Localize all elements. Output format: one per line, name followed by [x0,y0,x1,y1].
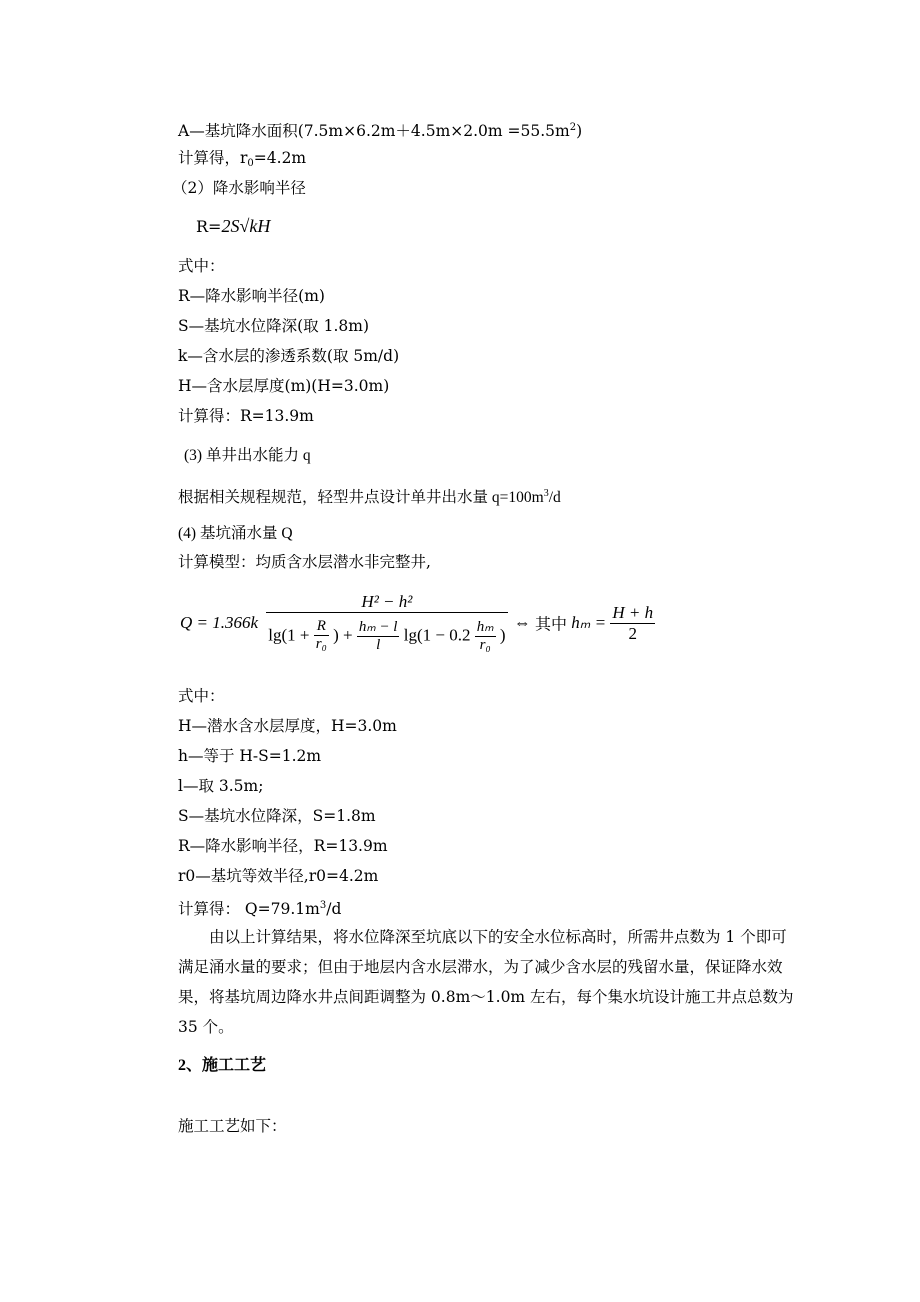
frac-hm-l [357,617,400,654]
formula-q-denominator [266,613,507,654]
frac-den: l [376,637,381,653]
frac-hm-r0 [475,617,496,654]
formula-prefix: R= [196,217,222,236]
formula-q-lhs: Q = 1.366k [180,613,259,632]
formula-where-text: 其中 [535,614,568,634]
line-section-2: （2）降水影响半径 [172,179,306,197]
formula-r [196,216,270,237]
formula-hm-lhs: hₘ = [571,613,607,632]
line-calc-model: 计算模型：均质含水层潜水非完整井, [178,553,431,571]
den-text: lg(1 + [268,625,310,645]
frac-num: H + h [612,602,654,622]
superscript: 3 [543,488,549,499]
section-heading-2: 2、施工工艺 [178,1057,267,1074]
formula-body: 2S√kH [221,216,271,236]
line-s-def: S—基坑水位降深(取 1.8m) [178,317,369,335]
text: A—基坑降水面积(7.5m×6.2m＋4.5m×2.0m =55.5m [178,122,570,140]
formula-q-fraction [266,592,507,654]
line-q-design [178,484,561,508]
line-l-def: l—取 3.5m; [178,777,264,795]
line-where-1: 式中： [178,257,225,275]
text: ) [576,122,583,140]
text: 计算得，r [178,149,248,167]
frac-num: hₘ [476,619,494,635]
superscript: 2 [569,122,577,133]
line-process-intro: 施工工艺如下： [178,1117,287,1135]
superscript: 3 [319,900,327,911]
line-section-4: (4) 基坑涌水量 Q [178,525,293,542]
line-r0-result [178,148,306,174]
equivalence-arrow: ⇔ [513,613,531,632]
line-s-drawdown: S—基坑水位降深，S=1.8m [178,807,376,825]
frac-den: 2 [628,623,637,643]
line-k-def: k—含水层的渗透系数(取 5m/d) [178,347,400,365]
frac-den: r₀ [479,637,491,653]
line-q-result [178,896,341,919]
subscript: 0 [247,158,254,169]
line-area-definition [178,118,582,141]
line-where-2: 式中： [178,687,225,705]
line-h-thickness: H—潜水含水层厚度，H=3.0m [178,717,397,735]
frac-num: hₘ − l [358,619,398,635]
den-text: ) [499,625,506,645]
text: /d [326,900,342,918]
frac-num: R [314,618,329,636]
formula-q-numerator: H² − h² [266,592,507,613]
line-section-3: (3) 单井出水能力 q [184,447,311,464]
line-h-def: H—含水层厚度(m)(H=3.0m) [178,377,390,395]
formula-q [180,592,655,654]
frac-r-r0 [314,618,329,653]
formula-hm-fraction [610,603,655,644]
den-text: ) + [333,625,353,645]
line-r0-radius: r0—基坑等效半径,r0=4.2m [178,867,379,885]
line-r-radius: R—降水影响半径，R=13.9m [178,837,388,855]
den-text: lg(1 − 0.2 [403,625,471,645]
text: =4.2m [253,149,307,167]
text: 计算得： Q=79.1m [178,900,320,918]
conclusion-paragraph: 由以上计算结果，将水位降深至坑底以下的安全水位标高时，所需井点数为 1 个即可满足涌水量的要求；但由于地层内含水层滞水，为了减少含水层的残留水量，保证降水效果，将基坑周边降水井点间距调整为 0.8m～1.0m 左右，每个集水坑设计施工井点总数为 35 个。 [178,928,794,1036]
line-r-result: 计算得：R=13.9m [178,407,314,425]
line-r-def: R—降水影响半径(m) [178,287,325,305]
text: /d [548,489,561,506]
line-h-small: h—等于 H-S=1.2m [178,747,322,765]
text: 根据相关规程规范，轻型井点设计单井出水量 q=100m [178,489,544,506]
frac-den: r₀ [315,636,327,652]
